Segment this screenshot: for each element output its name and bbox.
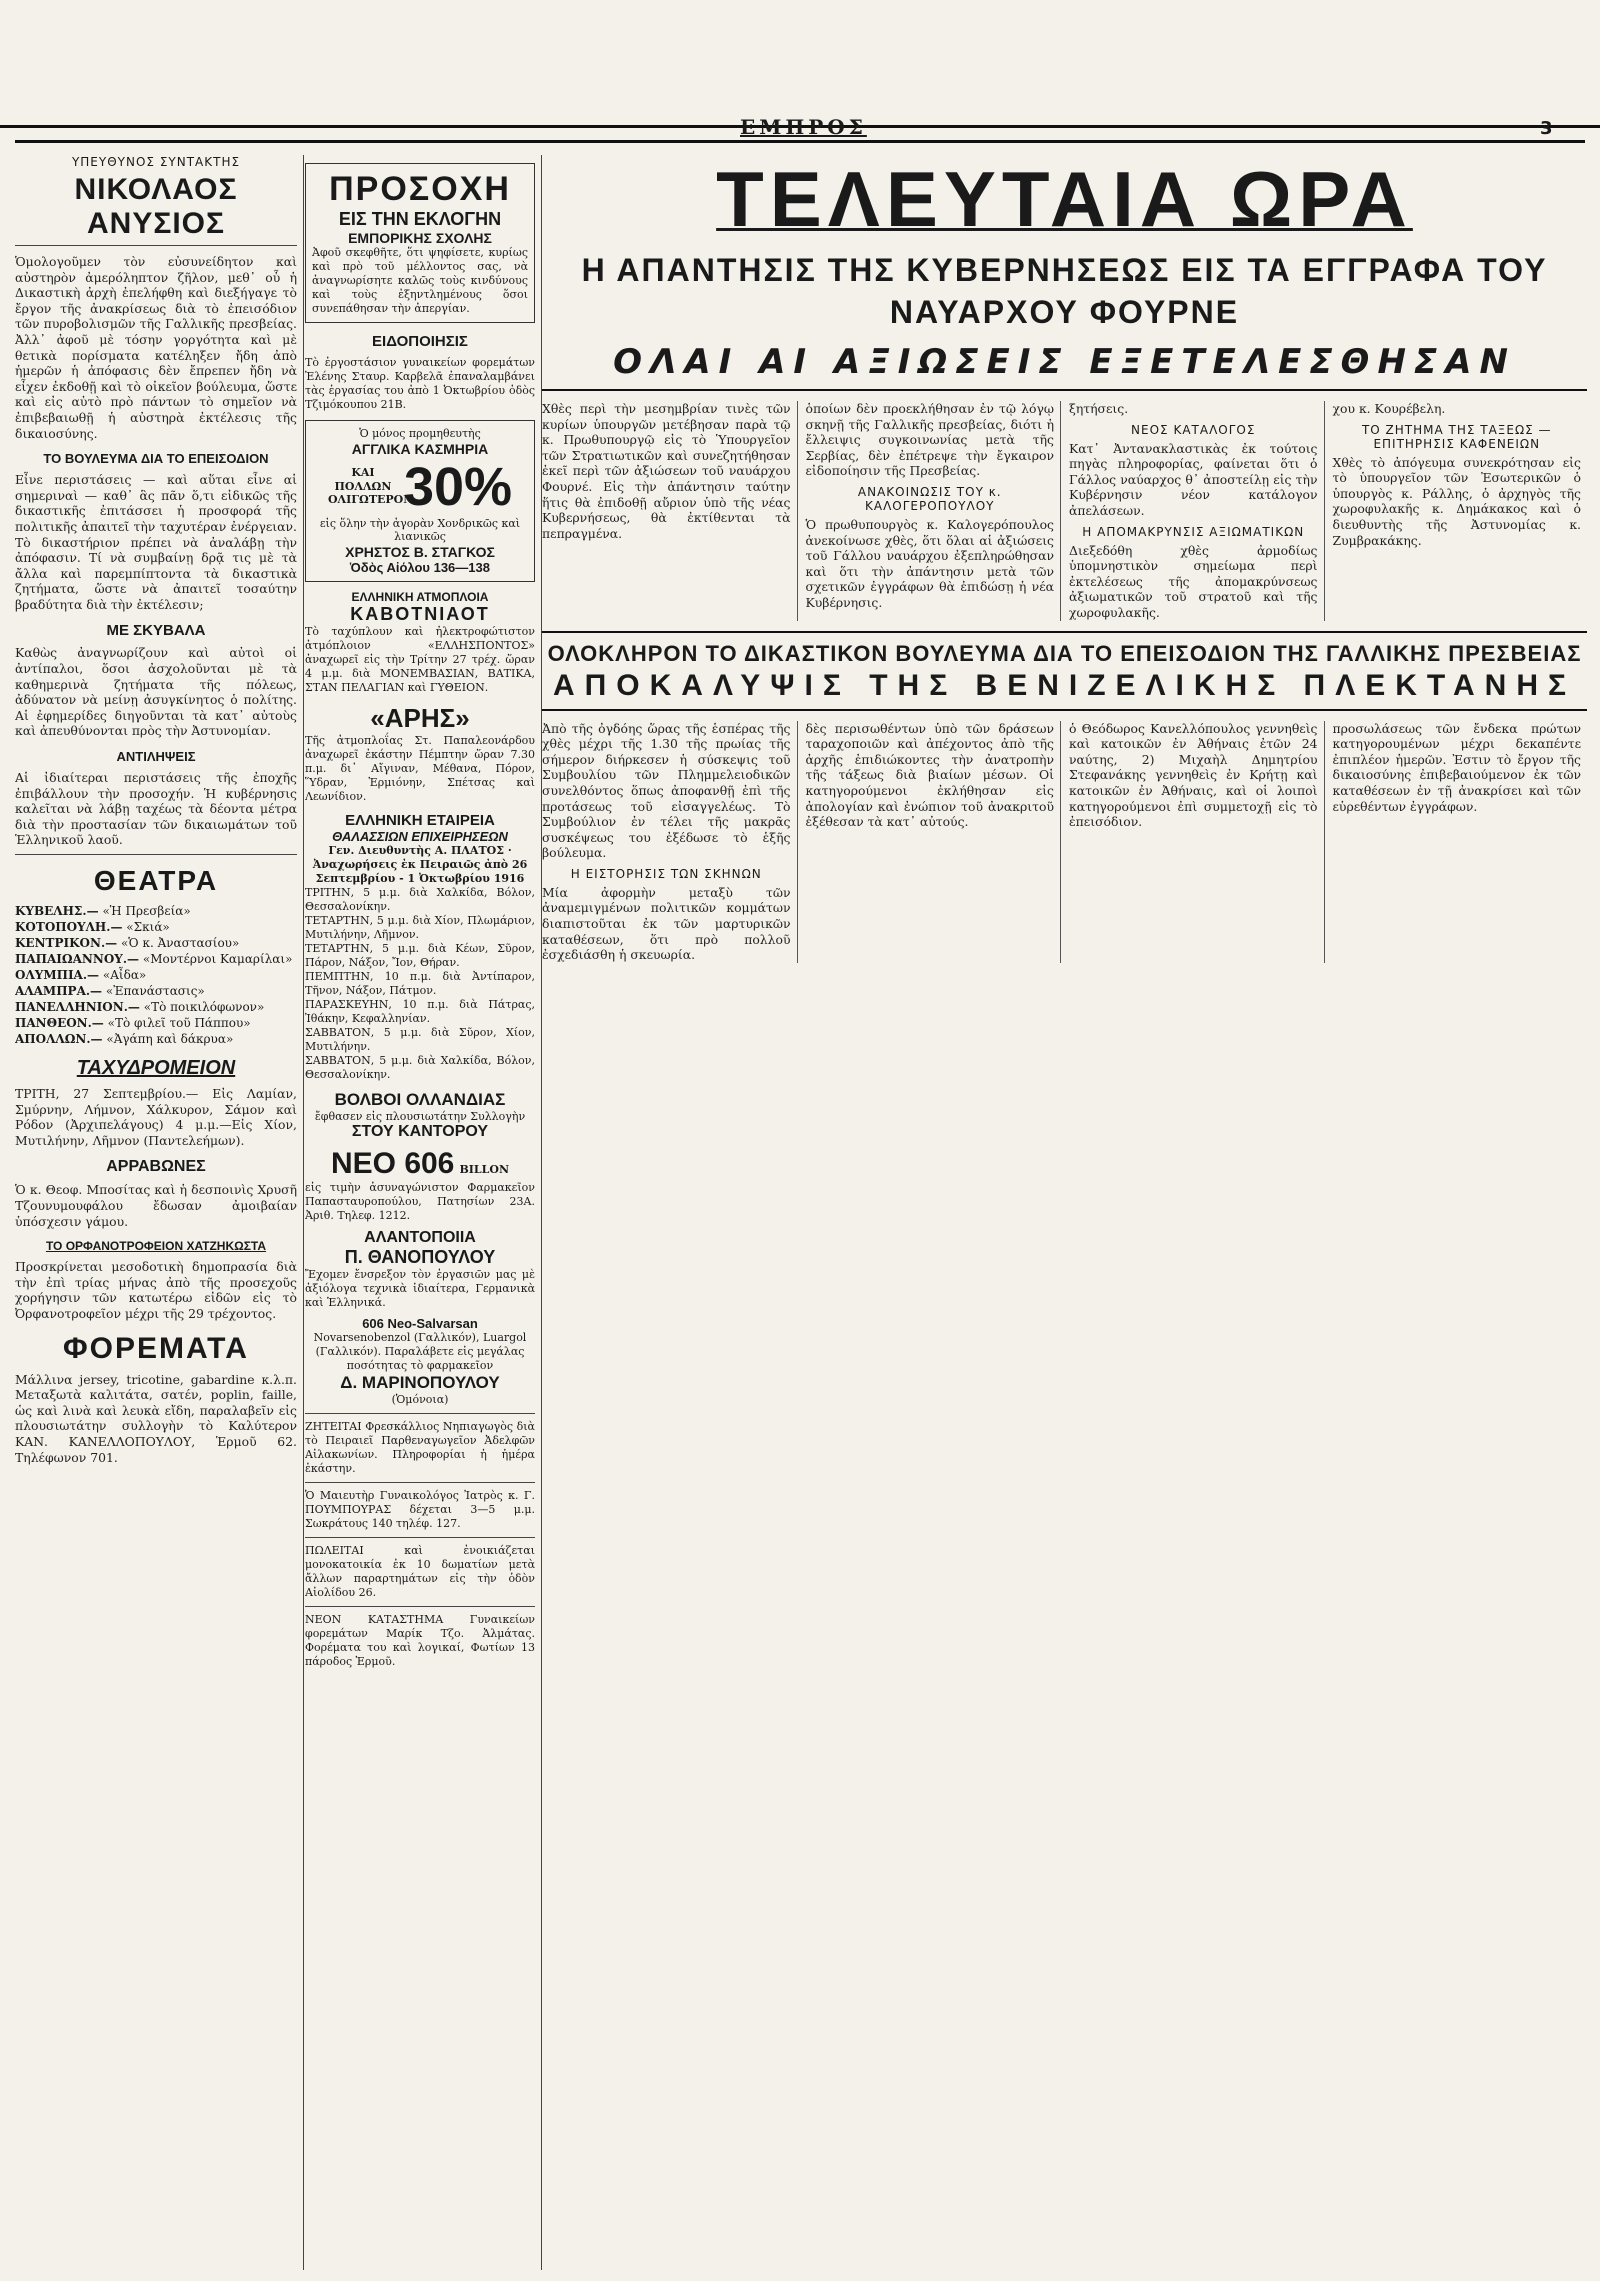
company-sub: ΘΑΛΑΣΣΙΩΝ ΕΠΙΧΕΙΡΗΣΕΩΝ xyxy=(332,828,508,844)
lead-headline: Η ΑΠΑΝΤΗΣΙΣ ΤΗΣ ΚΥΒΕΡΝΗΣΕΩΣ ΕΙΣ ΤΑ ΕΓΓΡΑΦΑ ΤΟΥ ΝΑΥΑΡΧΟΥ ΦΟΥΡΝΕ xyxy=(581,252,1548,330)
dress-label: ΦΟΡΕΜΑΤΑ xyxy=(63,1331,249,1365)
sailing-item: ΠΕΜΠΤΗΝ, 10 π.μ. διὰ Ἀντίπαρον, Τῆνον, Νάξον, Πάτμον. xyxy=(305,969,535,997)
lead-article: Ὁμολογοῦμεν τὸν εὐσυνείδητον καὶ αὐστηρὸν ἀμερόληπτον ζῆλον, μεθ᾽ οὗ ἡ Δικαστικὴ ἀρχὴ ἐπελήφθη καὶ διεξήγαγε τὸ ἔργον τῆς ἀνακρίσεως διὰ τὸ ἐπεισόδιον τῶν πυροβολισμῶν τῆς Γαλλικῆς πρεσβείας. Ἀλλ᾽ ἀφοῦ μὲ τόσην γοργότητα καὶ μὲ θετικὰ πορίσματα κατέληξεν ἤδη ἀπὸ ἡμερῶν ἡ ἀπόφασις δὲν ἔπρεπεν ἤδη νὰ εἶχεν ἐκδοθῇ καὶ τὸ οἰκεῖον βούλευμα, ὥστε καὶ εἰς αὐτὸ πρὸ πάντων τὸ σημεῖον νὰ ἐπιβεβαιωθῇ ἡ αὐστηρὰ ἐκτέλεσις τῆς δικαιοσύνης. xyxy=(15,254,297,441)
story-column xyxy=(806,721,1062,963)
story-text: δὲς περισωθέντων ὑπὸ τῶν δράσεων ταραχοποιῶν καὶ ἀπέχοντος ἀπὸ τῆς ἀρχῆς ἐπιδιώκοντες τὴν ἀνατροπὴν τῆς τάξεως διὰ βιαίων μέσων. Οἱ κατηγορούμενοι ἐκλήθησαν εἰς ἀπολογίαν καὶ ἐνώπιον τοῦ ἀνακριτοῦ ἐξέθεσαν τὰ κατ᾽ αὐτούς. xyxy=(805,720,1054,830)
paper-name: ΕΜΠΡΟΣ xyxy=(740,115,867,139)
dress-text: Μάλλινα jersey, tricotine, gabardine κ.λ.π. Μεταξωτὰ καλιτάτα, σατέν, poplin, faille, ὡς καὶ λινὰ καὶ λευκὰ εἴδη, παραλαβεῖν εἰς πλουσιωτάτην συλλογὴν τὸ Καλύτερον ΚΑΝ. ΚΑΝΕΛΛΟΠΟΥΛΟΥ, Ἑρμοῦ 62. Τηλέφωνον 701. xyxy=(15,1371,297,1465)
cashmere-percent: 30% xyxy=(403,456,513,517)
election-label: ΕΙΣ ΤΗΝ ΕΚΛΟΓΗΝ xyxy=(338,209,502,229)
divider xyxy=(305,1413,535,1414)
cashmere-label: ΑΓΓΛΙΚΑ ΚΑΣΜΗΡΙΑ xyxy=(351,440,489,457)
theatre-list xyxy=(15,903,297,1047)
theatre-row: ΠΑΝΘΕΟΝ.— «Τὸ φιλεῖ τοῦ Πάππου» xyxy=(15,1016,251,1030)
soap-label: ΑΛΑΝΤΟΠΟΙΙΑ xyxy=(364,1229,476,1246)
pharma-sub: (Ὁμόνοια) xyxy=(391,1393,449,1406)
story-text: ὁποίων δὲν προεκλήθησαν ἐν τῷ λόγῳ σκηνῇ τῆς Γαλλικῆς πρεσβείας, διότι ἡ ἔλλειψις συγκοινωνίας μετὰ τῆς Σερβίας, δὲν ἐπέτρεψε τὴν ἔγκαιρον εἰδοποίησιν τῆς Πρεσβείας. xyxy=(805,401,1054,479)
shipping-sub: ΚΑΒΟΤΝΙΑΟΤ xyxy=(350,603,490,624)
second-story-columns xyxy=(542,721,1587,963)
lead-story-columns xyxy=(542,401,1587,621)
aris-text: Τῆς ἀτμοπλοΐας Στ. Παπαλεονάρδου ἀναχωρεῖ ἐκάστην Πέμπτην ὥραν 7.30 π.μ. δι᾽ Αἴγιναν, Μέθανα, Πόρον, Ὕδραν, Ἑρμιόνην, Σπέτσας καὶ Λεωνίδιον. xyxy=(305,733,535,803)
theatre-row: ΚΟΤΟΠΟΥΛΗ.— «Σκιά» xyxy=(15,920,170,934)
neo-sub: BILLON xyxy=(459,1163,510,1176)
story-text: Χθὲς περὶ τὴν μεσημβρίαν τινὲς τῶν κυρίων ὑπουργῶν μετέβησαν παρὰ τῷ κ. Πρωθυπουργῷ εἰς τὸ Ὑπουργεῖον τῶν Στρατιωτικῶν καὶ συνεζητήθησαν ἐκεῖ περὶ τῶν ἀξιώσεων τοῦ ναυάρχου Φουρνέ. Εἰς τὴν ἀπάντησιν ταύτην ἥτις θὰ ἐπιδοθῇ αὔριον ὑπὸ τῆς νέας Κυβερνήσεως, θὰ ἐκτίθενται τὰ πεπραγμένα. xyxy=(542,401,791,541)
sailing-item: ΠΑΡΑΣΚΕΥΗΝ, 10 π.μ. διὰ Πάτρας, Ἰθάκην, Κεφαλληνίαν. xyxy=(305,997,535,1025)
sailing-item: ΣΑΒΒΑΤΟΝ, 5 μ.μ. διὰ Σῦρον, Χίον, Μυτιλήνην. xyxy=(305,1025,535,1053)
theatre-row: ΚΕΝΤΡΙΚΟΝ.— «Ὁ κ. Ἀναστασίου» xyxy=(15,936,240,950)
theatre-row: ΑΛΑΜΠΡΑ.— «Ἐπανάστασις» xyxy=(15,984,205,998)
divider xyxy=(305,1606,535,1607)
notices-text: Τὸ ἐργοστάσιον γυναικείων φορεμάτων Ἐλένης Σταυρ. Καρβελᾶ ἐπαναλαμβάνει τὰς ἐργασίας του ἀπὸ 1 Ὀκτωβρίου ὁδὸς Τζιμόκουπου 21Β. xyxy=(305,356,535,411)
cashmere-discount xyxy=(312,457,528,517)
theatre-row: ΠΑΝΕΛΛΗΝΙΟΝ.— «Τὸ ποικιλόφωνον» xyxy=(15,1000,265,1014)
soap-text: Ἔχομεν ἔνσρεξον τὸν ἐργασιῶν μας μὲ ἀξιόλογα τεχνικὰ ἰδιαίτερα, Γερμανικὰ καὶ Ἑλληνικά. xyxy=(305,1268,535,1309)
notices-label: ΕΙΔΟΠΟΙΗΣΙΣ xyxy=(372,333,468,350)
cashmere-text: εἰς ὅλην τὴν ἀγορὰν Χονδρικῶς καὶ λιανικῶς xyxy=(319,516,521,543)
story-subhead: Η ΕΙΣΤΟΡΗΣΙΣ ΤΩΝ ΣΚΗΝΩΝ xyxy=(570,866,762,881)
orphanage-label: ΤΟ ΟΡΦΑΝΟΤΡΟΦΕΙΟΝ ΧΑΤΖΗΚΩΣΤΑ xyxy=(45,1239,267,1254)
theatre-row: ΑΠΟΛΛΩΝ.— «Ἀγάπη καὶ δάκρυα» xyxy=(15,1032,234,1046)
school-label: ΕΜΠΟΡΙΚΗΣ ΣΧΟΛΗΣ xyxy=(348,230,492,246)
cashmere-name: ΧΡΗΣΤΟΣ Β. ΣΤΑΓΚΟΣ xyxy=(345,543,495,560)
story-text: προσωλάσεως τῶν ἔνδεκα πρώτων κατηγορουμένων μέχρι δεκαπέντε ἐπιπλέον ἡμερῶν. Ἐστιν τὸ ἔργον τῆς δικαιοσύνης ἐπιβεβαιούμενον ἐκ τῶν καταθέσεων ἐν τῇ ἀνακρίσει καὶ τῶν εὑρεθέντων ἐγγράφων. xyxy=(1332,720,1581,814)
lead-subhead: ΟΛΑΙ ΑΙ ΑΞΙΩΣΕΙΣ ΕΞΕΤΕΛΕΣΘΗΣΑΝ xyxy=(542,341,1587,391)
divider xyxy=(305,1482,535,1483)
second-subhead: ΑΠΟΚΑΛΥΨΙΣ ΤΗΣ ΒΕΝΙΖΕΛΙΚΗΣ ΠΛΕΚΤΑΝΗΣ xyxy=(542,669,1587,711)
story-subhead: ΑΝΑΚΟΙΝΩΣΙΣ ΤΟΥ κ. ΚΑΛΟΓΕΡΟΠΟΥΛΟΥ xyxy=(857,484,1002,513)
theatre-row: ΚΥΒΕΛΗΣ.— «Ἡ Πρεσβεία» xyxy=(15,904,191,918)
sale-text: ΠΩΛΕΙΤΑΙ καὶ ἐνοικιάζεται μονοκατοικία ἐκ 10 δωματίων μετὰ ἄλλων παραρτημάτων εἰς τὴν ὁδὸν Αἰολίδου 26. xyxy=(305,1543,535,1599)
post-text: ΤΡΙΤΗ, 27 Σεπτεμβρίου.— Εἰς Λαμίαν, Σμύρνην, Λήμνον, Χάλκυρον, Σάμον καὶ Ρόδον (Ἀρχιπελάγους) 4 μ.μ.—Εἰς Χίον, Μυτιλήνην, Λῆμνον (Παντελεήμων). xyxy=(15,1086,297,1148)
page-number: 3 xyxy=(1540,118,1553,139)
attention-label: ΠΡΟΣΟΧΗ xyxy=(329,170,511,208)
story-text: Κατ᾽ Ἀντανακλαστικὰς ἐκ τούτοις πηγὰς πληροφορίας, φαίνεται ὅτι ὁ Γάλλος ναύαρχος θ᾽ ἀποστείλῃ εἰς τὴν Κυβέρνησιν νέον κατάλογον ἀπελάσεων. xyxy=(1069,440,1318,518)
election-text: Ἀφοῦ σκεφθῆτε, ὅτι ψηφίσετε, κυρίως καὶ πρὸ τοῦ μέλλοντος σας, νὰ ἀναγνωρίσητε καλῶς τοὺς κινδύνους καὶ τοὺς ἐξηντλημένους ὅσοι συνεπάθησαν τὴν ἀπεργίαν. xyxy=(312,246,528,315)
story-column xyxy=(1333,401,1588,621)
story-text: ξητήσεις. xyxy=(1069,401,1129,416)
wanted-text: ΖΗΤΕΙΤΑΙ Φρεσκάλλιος Νηπιαγωγὸς διὰ τὸ Πειραιεῖ Παρθεναγωγεῖον Ἀδελφῶν Αἰλακωνίων. Πληροφορίαι ἡ ἡμέρα ἑκάστην. xyxy=(305,1419,535,1475)
ads-column xyxy=(305,155,542,2270)
masthead xyxy=(0,0,1600,139)
theatre-row: ΟΛΥΜΠΙΑ.— «Αἶδα» xyxy=(15,968,147,982)
story-text: Ὁ πρωθυπουργὸς κ. Καλογερόπουλος ἀνεκοίνωσε χθὲς, ὅτι ὅλαι αἱ ἀξιώσεις τοῦ Γάλλου ναυάρχου ἐξεπληρώθησαν καὶ ὅτι τὴν ἀπάντησιν μετὰ τῶν σχετικῶν ἐγγράφων θὰ ἐπιδώσῃ ἡ νέα Κυβέρνησις. xyxy=(805,516,1054,610)
shipping-text: Τὸ ταχύπλουν καὶ ἠλεκτροφώτιστον ἀτμόπλοιον «ΕΛΛΗΣΠΟΝΤΟΣ» ἀναχωρεῖ εἰς τὴν Τρίτην 27 τρέχ. ὥραν 4 μ.μ. διὰ ΜΟΝΕΜΒΑΣΙΑΝ, ΒΑΤΙΚΑ, ΣΤΑΝ ΠΕΛΑΓΙΑΝ καὶ ΓΥΘΕΙΟΝ. xyxy=(305,624,535,694)
main-news xyxy=(542,155,1587,2270)
paradoxes-text: Αἱ ἰδιαίτεραι περιστάσεις τῆς ἐποχῆς ἐπιβάλλουν τὴν προσοχήν. Ἡ κυβέρνησις καλεῖται νὰ λάβῃ ταχέως τὰ δέοντα μέτρα διὰ τὴν προστασίαν τῶν δικαιωμάτων τοῦ Ἑλληνικοῦ λαοῦ. xyxy=(15,770,297,848)
pharma-label: 606 Neo-Salvarsan xyxy=(362,1316,478,1331)
neo-label: ΝΕΟ 606 xyxy=(330,1147,455,1180)
article-body: Εἶνε περιστάσεις — καὶ αὕται εἶνε αἱ σημεριναὶ — καθ᾽ ἃς πᾶν ὅ,τι εἰδικῶς τῆς δικαστικῆς ἐπιτάσσει ἡ προσφορά τῆς πολιτικῆς ἀπαιτεῖ τὴν ταχυτέραν ἐνέργειαν. Τὸ δικαστήριον πρέπει νὰ ἀναλάβῃ τὴν ἀπόφασιν. Τί νὰ συμβαίνῃ δρᾷ τις μὲ τὰ ἄλλα καὶ παρεμπίπτοντα τὰ δικαστικὰ ζητήματα, ὥστε νὰ ἀπαιτεῖ τοσαύτην βραδύτητα διὰ τὴν ἐκτέλεσιν; xyxy=(15,472,297,612)
story-column xyxy=(1069,721,1325,963)
orphanage-text: Προσκρίνεται μεσοδοτικὴ δημοπρασία διὰ τὴν ἐπὶ τρίας μήνας ἀπὸ τῆς προσεχοῦς χορήγησιν τῶν κατωτέρω εἰδῶν εἰς τὸ Ὀρφανοτροφεῖον μέχρι τῆς 29 τρέχοντος. xyxy=(15,1259,297,1321)
theatre-row: ΠΑΠΑΙΩΑΝΝΟΥ.— «Μοντέρνοι Καμαρίλαι» xyxy=(15,952,293,966)
paradoxes-label: ΑΝΤΙΛΗΨΕΙΣ xyxy=(116,749,196,765)
dutch-text: ἔφθασεν εἰς πλουσιωτάτην Συλλογὴν xyxy=(314,1109,526,1123)
story-subhead: Η ΑΠΟΜΑΚΡΥΝΣΙΣ ΑΞΙΩΜΑΤΙΚΩΝ xyxy=(1082,524,1305,539)
pharma-name: Δ. ΜΑΡΙΝΟΠΟΥΛΟΥ xyxy=(340,1373,500,1392)
editor-name: ΝΙΚΟΛΑΟΣ ΑΝΥΣΙΟΣ xyxy=(15,173,297,246)
soap-sub: Π. ΘΑΝΟΠΟΥΛΟΥ xyxy=(344,1247,496,1267)
story-subhead: ΝΕΟΣ ΚΑΤΑΛΟΓΟΣ xyxy=(1131,422,1256,437)
company-label: ΕΛΛΗΝΙΚΗ ΕΤΑΙΡΕΙΑ xyxy=(345,811,495,829)
cashmere-intro: Ὁ μόνος προμηθευτὴς xyxy=(359,427,481,440)
kantor-label: ΣΤΟΥ ΚΑΝΤΟΡΟΥ xyxy=(351,1123,489,1140)
kyvala-label: ΜΕ ΣΚΥΒΑΛΑ xyxy=(106,622,206,640)
company-text: Γεν. Διευθυντὴς Α. ΠΛΑΤΟΣ · Ἀναχωρήσεις ἐκ Πειραιῶς ἀπὸ 26 Σεπτεμβρίου - 1 Ὀκτωβρίου 1916 xyxy=(312,843,528,885)
divider xyxy=(15,854,297,855)
kyvala-text: Καθὼς ἀναγνωρίζουν καὶ αὐτοὶ οἱ ἀντίπαλοι, ὅσοι ἀσχολοῦνται μὲ τὰ καθημερινὰ ζητήματα τῆς πόλεως, ἀδύνατον νὰ μείνῃ ἀσυγκίνητος ὁ πολίτης. Αἱ ἐφημερίδες διηγοῦνται τὰ κατ᾽ αὐτοὺς καὶ ἀπευθύνονται πρὸς τὴν Ἀστυνομίαν. xyxy=(15,645,297,739)
story-text: Χθὲς τὸ ἀπόγευμα συνεκρότησαν εἰς τὸ ὑπουργεῖον τῶν Ἐσωτερικῶν ὁ ὑπουργὸς κ. Ράλλης, ὁ ἀρχηγὸς τῆς χωροφυλακῆς κ. Δημάκακος καὶ ὁ διευθυντὴς τῆς Ἀστυνομίας κ. Ζυμβρακάκης. xyxy=(1332,454,1581,548)
cashmere-address: Ὁδὸς Αἰόλου 136—138 xyxy=(350,559,490,575)
banner-headline: ΤΕΛΕΥΤΑΙΑ ΩΡΑ xyxy=(716,155,1413,243)
story-text: Μία ἀφορμὴν μεταξὺ τῶν ἀναμεμιγμένων πολιτικῶν κομμάτων διαπιστοῦται ἐκ τῶν μαρτυρικῶν καταθέσεων, ὅτι πρὸ πολλοῦ ἐσχεδιάσθη ἡ σκευωρία. xyxy=(542,884,791,963)
sidebar-label: ΤΟ ΒΟΥΛΕΥΜΑ ΔΙΑ ΤΟ ΕΠΕΙΣΟΔΙΟΝ xyxy=(43,451,269,467)
divider xyxy=(305,1537,535,1538)
cashmere-side: ΚΑΙ ΠΟΛΛΩΝ ΟΛΙΓΩΤΕΡΟΝ xyxy=(327,466,414,507)
doctor-text: Ὁ Μαιευτὴρ Γυναικολόγος Ἰατρὸς κ. Γ. ΠΟΥΜΠΟΥΡΑΣ δέχεται 3—5 μ.μ. Σωκράτους 140 τηλέφ. 127. xyxy=(305,1488,535,1530)
story-column xyxy=(1069,401,1325,621)
sailing-item: ΣΑΒΒΑΤΟΝ, 5 μ.μ. διὰ Χαλκίδα, Βόλον, Θεσσαλονίκην. xyxy=(305,1053,535,1081)
story-column xyxy=(542,721,798,963)
second-headline: ΟΛΟΚΛΗΡΟΝ ΤΟ ΔΙΚΑΣΤΙΚΟΝ ΒΟΥΛΕΥΜΑ ΔΙΑ ΤΟ ΕΠΕΙΣΟΔΙΟΝ ΤΗΣ ΓΑΛΛΙΚΗΣ ΠΡΕΣΒΕΙΑΣ xyxy=(542,631,1587,667)
story-column xyxy=(542,401,798,621)
left-column xyxy=(15,155,304,2270)
masthead-rule xyxy=(15,140,1585,143)
sailing-item: ΤΡΙΤΗΝ, 5 μ.μ. διὰ Χαλκίδα, Βόλον, Θεσσαλονίκην. xyxy=(305,885,535,913)
neo-text: εἰς τιμὴν ἀσυναγώνιστον Φαρμακεῖον Παπασταυροπούλου, Πατησίων 23Α. Ἀριθ. Τηλεφ. 1212. xyxy=(305,1181,535,1222)
store-text: ΝΕΟΝ ΚΑΤΑΣΤΗΜΑ Γυναικείων φορεμάτων Μαρίκ Τζο. Ἀλμάτας. Φορέματα του καὶ λογικαί, Φωτίων 13 πάροδος Ἑρμοῦ. xyxy=(305,1612,535,1668)
story-text: Διεξεδόθη χθὲς ἀρμοδίως ὑπομνηστικὸν σημείωμα περὶ ἐκτελέσεως τῆς ἀπομακρύνσεως ἀξιωματικῶν τοῦ στρατοῦ καὶ τῆς χωροφυλακῆς. xyxy=(1069,542,1318,620)
story-text: ὁ Θεόδωρος Κανελλόπουλος γεννηθεὶς καὶ κατοικῶν ἐν Ἀθήναις ἐτῶν 24 ναύτης, 2) Μιχαὴλ Δημητρίου Στεφανάκης γεννηθεὶς ἐν Κρήτῃ καὶ κατοικῶν ἐν Ἀθήναις, καὶ οἱ λοιποὶ κατηγορούμενοι ἐπὶ συμμετοχῇ εἰς τὸ ἐπεισόδιον. xyxy=(1069,720,1318,830)
story-text: χου κ. Κουρέβελη. xyxy=(1332,401,1446,416)
post-label: ΤΑΧΥΔΡΟΜΕΙΟΝ xyxy=(76,1057,236,1079)
pharma-text: Novarsenobenzol (Γαλλικόν), Luargol (Γαλλικόν). Παραλάβετε εἰς μεγάλας ποσότητας τὸ φαρμακεῖον xyxy=(313,1331,527,1372)
sailing-item: ΤΕΤΑΡΤΗΝ, 5 μ.μ. διὰ Κέων, Σῦρον, Πάρον, Νάξον, Ἴον, Θήραν. xyxy=(305,941,535,969)
dutch-label: ΒΟΛΒΟΙ ΟΛΛΑΝΔΙΑΣ xyxy=(334,1089,506,1109)
sailing-item: ΤΕΤΑΡΤΗΝ, 5 μ.μ. διὰ Χίον, Πλωμάριον, Μυτιλήνην, Λῆμνον. xyxy=(305,913,535,941)
arravones-label: ΑΡΡΑΒΩΝΕΣ xyxy=(106,1158,206,1176)
theatre-label: ΘΕΑΤΡΑ xyxy=(93,865,219,896)
story-subhead: ΤΟ ΖΗΤΗΜΑ ΤΗΣ ΤΑΞΕΩΣ — ΕΠΙΤΗΡΗΣΙΣ ΚΑΦΕΝΕΙΩΝ xyxy=(1361,422,1552,451)
shipping-label: ΕΛΛΗΝΙΚΗ ΑΤΜΟΠΛΟΙΑ xyxy=(351,589,489,604)
aris-label: «ΑΡΗΣ» xyxy=(370,702,470,733)
cashmere-ad xyxy=(305,420,535,582)
election-ad xyxy=(305,163,535,323)
neo-ad xyxy=(305,1147,535,1181)
arravones-text: Ὁ κ. Θεοφ. Μποσίτας καὶ ἡ δεσποινὶς Χρυσῆ Τζουνυμουφάλου ἔδωσαν ἀμοιβαίαν ὑπόσχεσιν γάμου. xyxy=(15,1182,297,1229)
story-column xyxy=(806,401,1062,621)
story-text: Ἀπὸ τῆς ὀγδόης ὥρας τῆς ἑσπέρας τῆς χθὲς μέχρι τῆς 1.30 τῆς πρωίας τῆς σήμερον διήρκεσεν ἡ σύσκεψις τοῦ Συμβουλίου τῶν Πλημμελειοδικῶν συνελθόντος ὅπως ἀποφανθῇ ἐπὶ τῆς προτάσεως τοῦ εἰσαγγελέως. Τὸ Συμβούλιον ἐν τέλει τῆς μακρᾶς συσκέψεως του ἐξέδωσε τὸ ἑξῆς βούλευμα. xyxy=(542,720,791,861)
editor-label: ΥΠΕΥΘΥΝΟΣ ΣΥΝΤΑΚΤΗΣ xyxy=(71,155,241,169)
story-column xyxy=(1333,721,1588,963)
